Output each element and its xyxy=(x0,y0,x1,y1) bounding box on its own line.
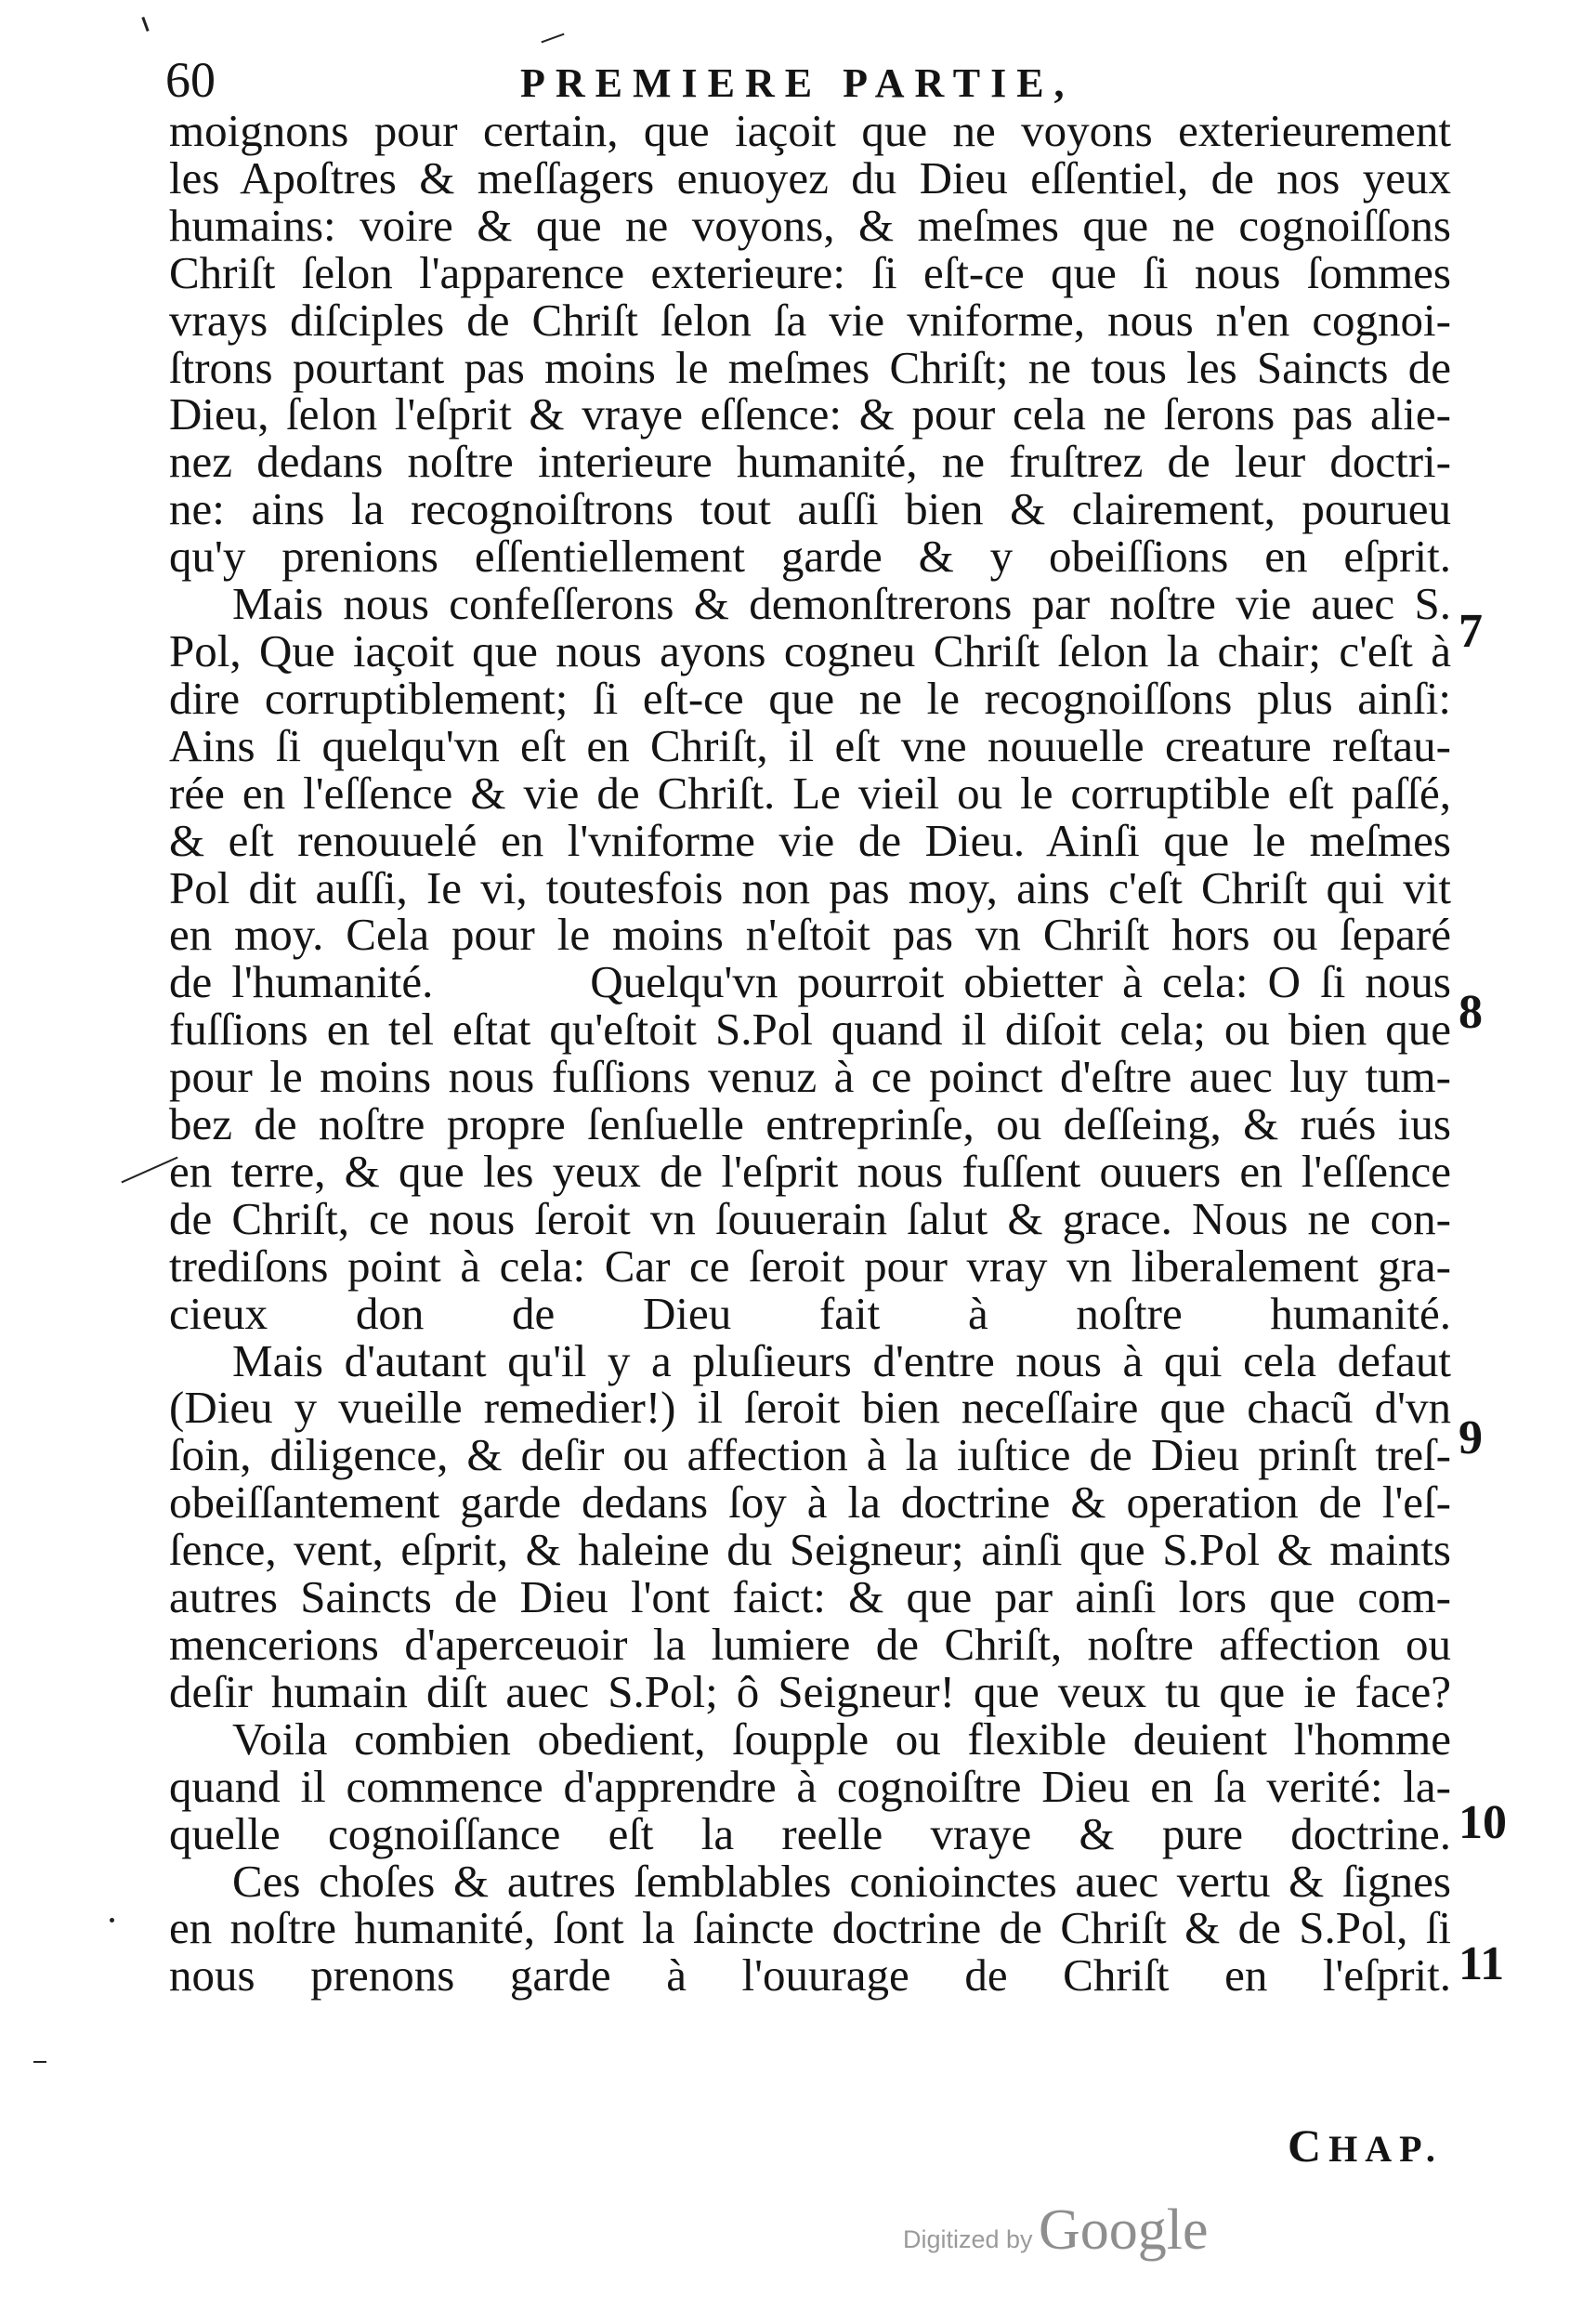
text-line: Ains ſi quelqu'vn eſt en Chriſt, il eſt vne nouuelle creature reſtau- xyxy=(169,719,1451,771)
text-line: nous prenons garde à l'ouurage de Chriſt en l'eſprit. xyxy=(169,1949,1451,2001)
catchword-cap: C xyxy=(1288,2120,1329,2172)
verse-number: 8 xyxy=(1459,986,1483,1039)
text-line: Mais d'autant qu'il y a pluſieurs d'entre nous à qui cela defaut xyxy=(232,1334,1451,1386)
text-line: en terre, & que les yeux de l'eſprit nous fuſſent ouuers en l'eſſence xyxy=(169,1145,1451,1197)
paragraph-4 xyxy=(169,1713,1451,1859)
text-line: Voila combien obedient, ſoupple ou flexible deuient l'homme xyxy=(232,1713,1451,1765)
text-line: en moy. Cela pour le moins n'eſtoit pas vn Chriſt hors ou ſeparé xyxy=(169,909,1451,961)
text-line: bez de noſtre propre ſenſuelle entreprinſe, ou deſſeing, & rués ius xyxy=(169,1098,1451,1150)
running-title: PREMIERE PARTIE, xyxy=(520,60,1075,106)
text-line: les Apoſtres & meſſagers enuoyez du Dieu eſſentiel, de nos yeux xyxy=(169,151,1451,203)
text-line: vrays diſciples de Chriſt ſelon ſa vie vniforme, nous n'en cognoi- xyxy=(169,294,1451,346)
text-line: autres Saincts de Dieu l'ont faict: & que par ainſi lors que com- xyxy=(169,1571,1451,1623)
margin-dot xyxy=(110,1918,114,1923)
text-line: obeiſſantement garde dedans ſoy à la doctrine & operation de l'eſ- xyxy=(169,1476,1451,1529)
margin-mark xyxy=(141,17,149,32)
text-line: quand il commence d'apprendre à cognoiſtre Dieu en ſa verité: la- xyxy=(169,1760,1451,1812)
verse-number: 7 xyxy=(1459,605,1483,658)
paragraph-1 xyxy=(169,105,1451,583)
text-line: moignons pour certain, que iaçoit que ne voyons exterieurement xyxy=(169,105,1451,156)
digitized-by-label: Digitized by xyxy=(903,2225,1033,2253)
catchword-rest: HAP. xyxy=(1328,2128,1443,2170)
text-line: cieux don de Dieu fait à noſtre humanité. xyxy=(169,1287,1451,1339)
text-line: ſence, vent, eſprit, & haleine du Seigneur; ainſi que S.Pol & maints xyxy=(169,1524,1451,1576)
body-text xyxy=(169,105,1451,2001)
text-line: Pol dit auſſi, Ie vi, toutesfois non pas moy, ains c'eſt Chriſt qui vit xyxy=(169,861,1451,913)
text-line: & eſt renouuelé en l'vniforme vie de Dieu. Ainſi que le meſmes xyxy=(169,814,1451,866)
text-line: quelle cognoiſſance eſt la reelle vraye & pure doctrine. xyxy=(169,1807,1451,1859)
text-line: fuſſions en tel eſtat qu'eſtoit S.Pol quand il diſoit cela; ou bien que xyxy=(169,1004,1451,1056)
text-line: Chriſt ſelon l'apparence exterieure: ſi eſt-ce que ſi nous ſommes xyxy=(169,246,1451,298)
verse-number: 10 xyxy=(1459,1796,1507,1849)
text-line: deſir humain diſt auec S.Pol; ô Seigneur! que veux tu que ie face? xyxy=(169,1665,1451,1717)
margin-mark xyxy=(541,33,564,44)
text-line: nez dedans noſtre interieure humanité, ne fruſtrez de leur doctri- xyxy=(169,436,1451,488)
text-line: Pol, Que iaçoit que nous ayons cogneu Chriſt ſelon la chair; c'eſt à xyxy=(169,624,1451,676)
verse-number: 11 xyxy=(1459,1937,1505,1990)
text-line: de l'humanité. Quelqu'vn pourroit obietter à cela: O ſi nous xyxy=(169,956,1451,1008)
text-line: ne: ains la recognoiſtrons tout auſſi bien & clairement, pourueu xyxy=(169,483,1451,535)
text-line: en noſtre humanité, ſont la ſaincte doctrine de Chriſt & de S.Pol, ſi xyxy=(169,1902,1451,1954)
google-watermark: Google xyxy=(1039,2198,1209,2262)
text-line: de Chriſt, ce nous ſeroit vn ſouuerain ſalut & grace. Nous ne con- xyxy=(169,1192,1451,1244)
text-line: pour le moins nous fuſſions venuz à ce poinct d'eſtre auec luy tum- xyxy=(169,1051,1451,1103)
text-line: ſoin, diligence, & deſir ou affection à la iuſtice de Dieu prinſt treſ- xyxy=(169,1429,1451,1481)
text-line: dire corruptiblement; ſi eſt-ce que ne le recognoiſſons plus ainſi: xyxy=(169,672,1451,724)
text-line: humains: voire & que ne voyons, & meſmes que ne cognoiſſons xyxy=(169,199,1451,251)
text-line: mencerions d'aperceuoir la lumiere de Chriſt, noſtre affection ou xyxy=(169,1619,1451,1670)
text-line: (Dieu y vueille remedier!) il ſeroit bien neceſſaire que chacũ d'vn xyxy=(169,1382,1451,1434)
page-number: 60 xyxy=(165,52,216,108)
text-line: ſtrons pourtant pas moins le meſmes Chriſt; ne tous les Saincts de xyxy=(169,341,1451,393)
text-line: Ces choſes & autres ſemblables conioinctes auec vertu & ſignes xyxy=(232,1855,1451,1907)
paragraph-5 xyxy=(169,1855,1451,2001)
verse-number: 9 xyxy=(1459,1411,1483,1464)
text-line: trediſons point à cela: Car ce ſeroit pour vray vn liberalement gra- xyxy=(169,1240,1451,1292)
margin-dot xyxy=(33,2061,46,2063)
text-line: qu'y prenions eſſentiellement garde & y obeiſſions en eſprit. xyxy=(169,531,1451,583)
paragraph-2 xyxy=(169,578,1451,1339)
catchword xyxy=(1288,2119,1443,2172)
text-line: Dieu, ſelon l'eſprit & vraye eſſence: & pour cela ne ſerons pas alie- xyxy=(169,388,1451,440)
paragraph-3 xyxy=(169,1334,1451,1717)
text-line: Mais nous confeſſerons & demonſtrerons par noſtre vie auec S. xyxy=(232,578,1451,630)
text-line: rée en l'eſſence & vie de Chriſt. Le vieil ou le corruptible eſt paſſé, xyxy=(169,767,1451,819)
